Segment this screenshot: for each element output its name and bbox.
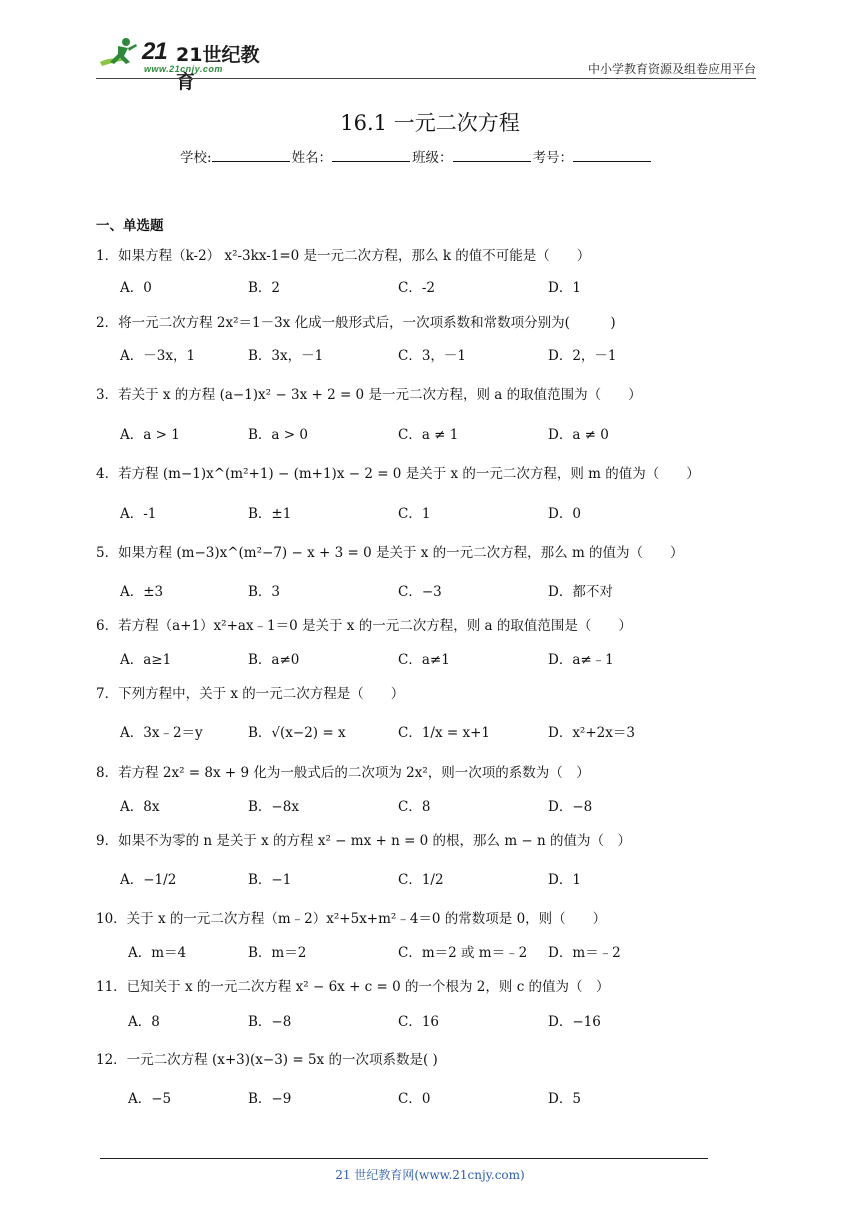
option-a: A．8x [120, 799, 160, 815]
option-b: B．2 [248, 280, 281, 296]
name-blank [332, 149, 410, 162]
logo-number: 21 [142, 38, 167, 65]
option-a: A．m＝4 [128, 945, 187, 961]
question-stem: 9．如果不为零的 n 是关于 x 的方程 x² − mx + n = 0 的根，那么 m − n 的值为（ ） [96, 833, 632, 849]
option-b: B．±1 [248, 506, 292, 522]
option-c: C．8 [398, 799, 431, 815]
school-label: 学校: [180, 150, 212, 166]
option-c: C．a ≠ 1 [398, 427, 459, 443]
option-b: B．3x，－1 [248, 348, 324, 364]
option-c: C．16 [398, 1014, 440, 1030]
question-stem: 11．已知关于 x 的一元二次方程 x² − 6x + c = 0 的一个根为 2，则 c 的值为（ ） [96, 979, 610, 995]
option-b: B．−8x [248, 799, 299, 815]
option-d: D．m＝﹣2 [548, 945, 621, 961]
student-info-line [180, 146, 653, 166]
option-a: A．3x﹣2＝y [120, 725, 203, 741]
logo-url: www.21cnjy.com [144, 64, 223, 74]
option-d: D．−16 [548, 1014, 601, 1030]
question-stem: 7．下列方程中，关于 x 的一元二次方程是（ ） [96, 686, 405, 702]
option-d: D．x²+2x＝3 [548, 725, 635, 741]
option-d: D．1 [548, 280, 581, 296]
question-stem: 12．一元二次方程 (x+3)(x−3) = 5x 的一次项系数是( ) [96, 1052, 438, 1068]
section-title: 一、单选题 [96, 218, 164, 234]
option-c: C．3，－1 [398, 348, 467, 364]
option-a: A．−1/2 [120, 872, 177, 888]
option-a: A．±3 [120, 584, 164, 600]
question-stem: 4．若方程 (m−1)x^(m²+1) − (m+1)x − 2 = 0 是关于 x 的一元二次方程，则 m 的值为（ ） [96, 466, 700, 482]
option-b: B．−1 [248, 872, 292, 888]
platform-name: 中小学教育资源及组卷应用平台 [587, 62, 756, 76]
option-b: B．√(x−2) = x [248, 725, 346, 741]
option-c: C．−3 [398, 584, 442, 600]
option-c: C．1 [398, 506, 431, 522]
class-label: 班级： [412, 150, 453, 166]
question-stem: 10．关于 x 的一元二次方程（m﹣2）x²+5x+m²﹣4＝0 的常数项是 0，则（ ） [96, 911, 607, 927]
option-a: A．－3x，1 [120, 348, 196, 364]
option-d: D．1 [548, 872, 581, 888]
option-a: A．a > 1 [120, 427, 180, 443]
footer-link[interactable]: 21 世纪教育网(www.21cnjy.com) [335, 1168, 525, 1182]
option-b: B．a > 0 [248, 427, 308, 443]
header-divider [96, 78, 756, 79]
page-header [96, 36, 756, 93]
logo-text: 21世纪教育 [176, 44, 260, 93]
option-d: D．a ≠ 0 [548, 427, 609, 443]
name-label: 姓名： [291, 150, 333, 166]
option-c: C．-2 [398, 280, 435, 296]
question-stem: 5．如果方程 (m−3)x^(m²−7) − x + 3 = 0 是关于 x 的一元二次方程，那么 m 的值为（ ） [96, 545, 684, 561]
option-b: B．3 [248, 584, 281, 600]
question-stem: 3．若关于 x 的方程 (a−1)x² − 3x + 2 = 0 是一元二次方程，则 a 的取值范围为（ ） [96, 387, 642, 403]
option-b: B．a≠0 [248, 652, 300, 668]
option-a: A．-1 [120, 506, 157, 522]
question-stem: 1．如果方程（k-2） x²-3kx-1=0 是一元二次方程，那么 k 的值不可能是（ ） [96, 248, 591, 264]
option-d: D．2，－1 [548, 348, 617, 364]
footer-divider [100, 1158, 708, 1159]
page-title: 16.1 一元二次方程 [340, 111, 520, 135]
runner-logo-icon [96, 36, 144, 76]
exam-number-blank [573, 149, 651, 162]
option-c: C．a≠1 [398, 652, 450, 668]
option-b: B．−8 [248, 1014, 292, 1030]
option-c: C．1/x = x+1 [398, 725, 490, 741]
option-c: C．0 [398, 1091, 431, 1107]
option-c: C．1/2 [398, 872, 444, 888]
option-a: A．−5 [128, 1091, 172, 1107]
option-b: B．−9 [248, 1091, 292, 1107]
exam-number-label: 考号： [532, 150, 574, 166]
class-blank [453, 149, 531, 162]
option-d: D．都不对 [548, 584, 613, 600]
question-stem: 2．将一元二次方程 2x²＝1－3x 化成一般形式后，一次项系数和常数项分别为( ) [96, 315, 616, 331]
school-blank [212, 149, 290, 162]
option-d: D．0 [548, 506, 581, 522]
question-stem: 8．若方程 2x² = 8x + 9 化为一般式后的二次项为 2x²，则一次项的系数为（ ） [96, 765, 590, 781]
option-c: C．m＝2 或 m＝﹣2 [398, 945, 528, 961]
option-d: D．a≠﹣1 [548, 652, 614, 668]
logo [96, 36, 261, 93]
option-a: A．a≥1 [120, 652, 172, 668]
option-d: D．5 [548, 1091, 581, 1107]
option-a: A．8 [128, 1014, 160, 1030]
option-a: A．0 [120, 280, 152, 296]
option-d: D．−8 [548, 799, 593, 815]
question-stem: 6．若方程（a+1）x²+ax﹣1＝0 是关于 x 的一元二次方程，则 a 的取值范围是（ ） [96, 618, 632, 634]
option-b: B．m＝2 [248, 945, 307, 961]
